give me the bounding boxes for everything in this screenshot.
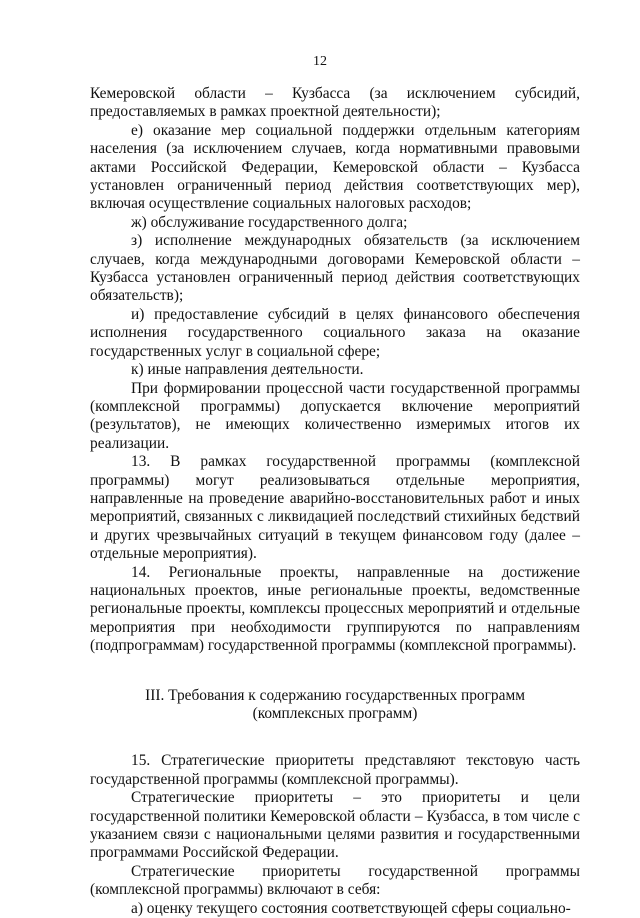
paragraph: з) исполнение международных обязательств (за исключением случаев, когда международными договорами Кемеровской области – Кузбасса установлен ограниченный период действия соответствующих обязательств); [90, 232, 580, 305]
paragraph: 14. Региональные проекты, направленные на достижение национальных проектов, иные региональные проекты, ведомственные региональные проекты, комплексы процессных мероприятий и отдельные мероприятия при необходимости группируются по направлениям (подпрограммам) государственной программы (комплексной программы). [90, 563, 580, 655]
paragraph: ж) обслуживание государственного долга; [131, 213, 408, 231]
paragraph: Стратегические приоритеты государственной программы (комплексной программы) включают в себя: [90, 862, 580, 899]
paragraph: к) иные направления деятельности. [131, 361, 364, 379]
section-heading [90, 687, 580, 724]
paragraph: е) оказание мер социальной поддержки отдельным категориям населения (за исключением случаев, когда нормативными правовыми актами Российской Федерации, Кемеровской области – Кузбасса установлен ограниченный период действия соответствующих мер), включая осуществление социальных налоговых расходов; [90, 121, 580, 213]
paragraph: 15. Стратегические приоритеты представляют текстовую часть государственной программы (комплексной программы). [90, 752, 580, 788]
page-number: 12 [313, 54, 327, 69]
section-heading-line2: (комплексных программ) [252, 705, 418, 722]
paragraph: а) оценку текущего состояния соответствующей сферы социально- [131, 899, 571, 917]
paragraphs-bottom [90, 752, 580, 918]
paragraph: Кемеровской области – Кузбасса (за исключением субсидий, предоставляемых в рамках проектной деятельности); [90, 85, 580, 121]
paragraph: 13. В рамках государственной программы (комплексной программы) могут реализовываться отдельные мероприятия, направленные на проведение аварийно-восстановительных работ и иных мероприятий, связанных с ликвидацией последствий стихийных бедствий и других чрезвычайных ситуаций в текущем финансовом году (далее – отдельные мероприятия). [90, 453, 580, 563]
document-body [90, 85, 580, 918]
paragraph: При формировании процессной части государственной программы (комплексной программы) допускается включение мероприятий (результатов), не имеющих количественно измеримых итогов их реализации. [90, 379, 580, 452]
paragraph: и) предоставление субсидий в целях финансового обеспечения исполнения государственного социального заказа на оказание государственных услуг в социальной сфере; [90, 305, 580, 360]
paragraphs-top [90, 85, 580, 656]
paragraph: Стратегические приоритеты – это приоритеты и цели государственной политики Кемеровской области – Кузбасса, в том числе с указанием связи с национальными целями развития и государственными программами Российской Федерации. [90, 789, 580, 862]
section-heading-line1: III. Требования к содержанию государственных программ [145, 686, 525, 704]
